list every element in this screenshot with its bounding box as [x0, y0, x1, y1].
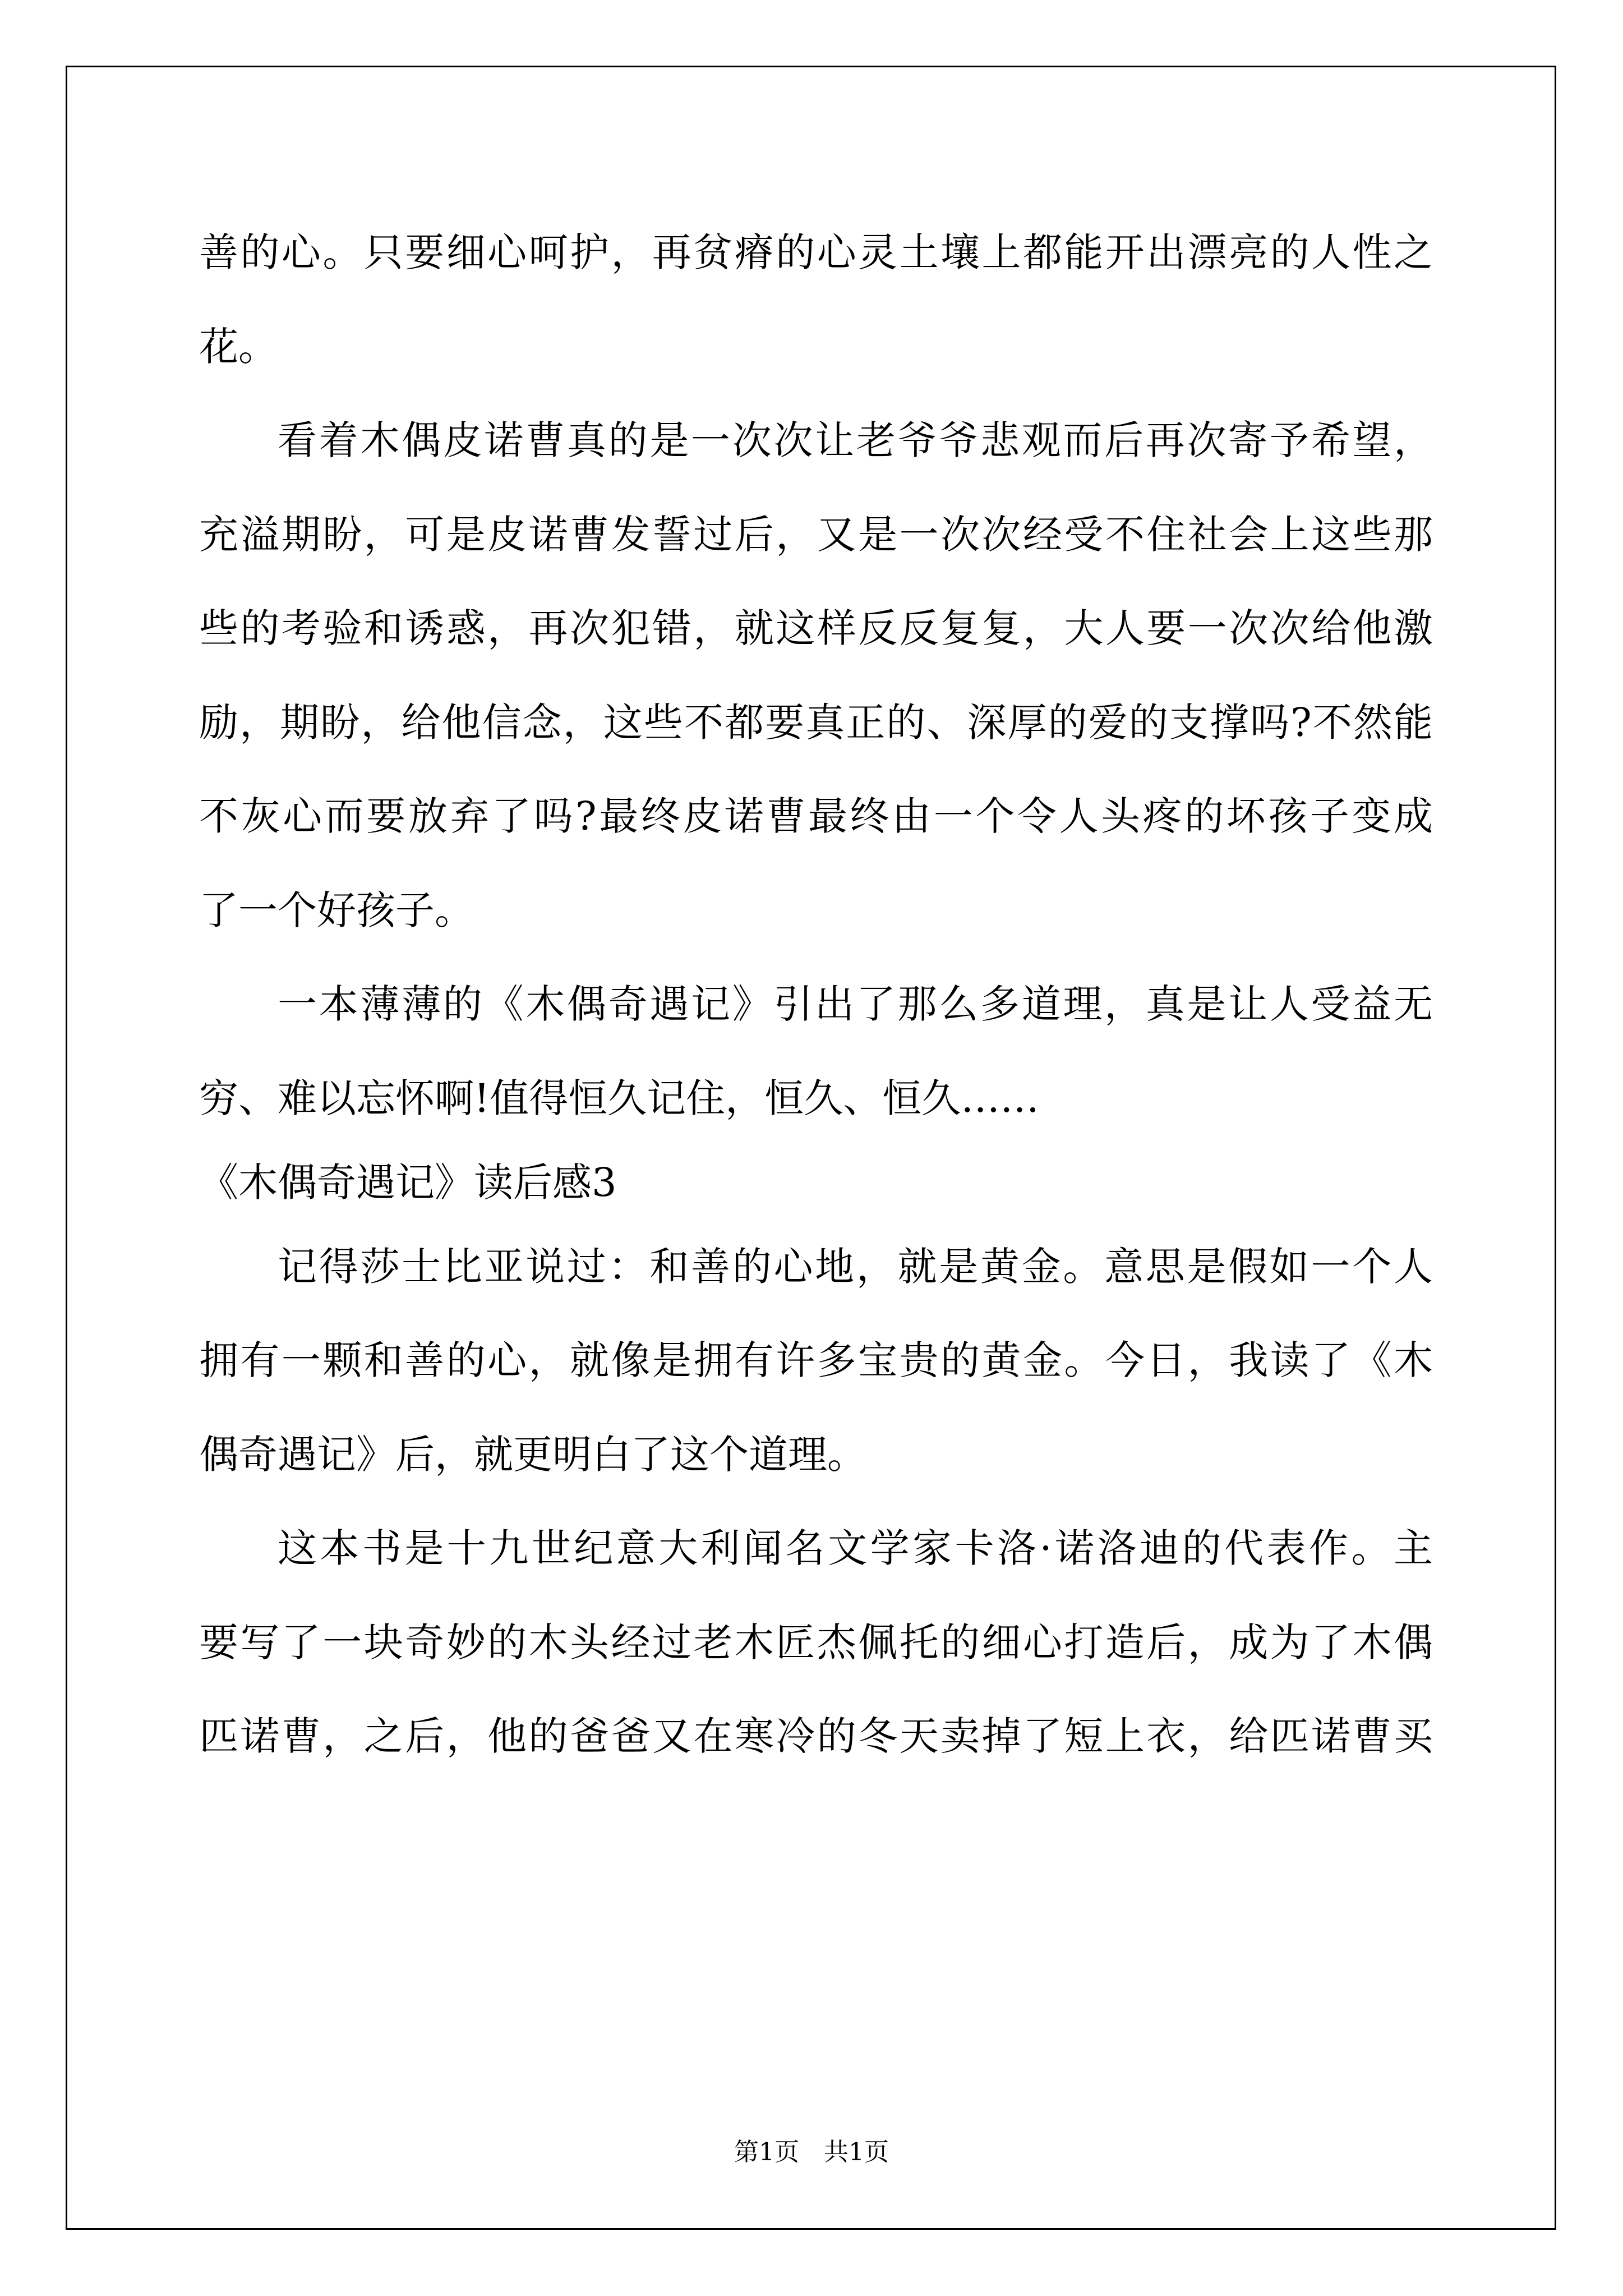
text-line: 匹诺曹，之后，他的爸爸又在寒冷的冬天卖掉了短上衣，给匹诺曹买	[199, 1713, 1433, 1759]
text-line: 不灰心而要放弃了吗?最终皮诺曹最终由一个令人头疼的坏孩子变成	[199, 793, 1433, 839]
text-line: 了一个好孩子。	[199, 887, 474, 933]
text-line: 些的考验和诱惑，再次犯错，就这样反反复复，大人要一次次给他激	[199, 605, 1433, 651]
text-line: 花。	[199, 324, 278, 370]
text-line: 要写了一块奇妙的木头经过老木匠杰佩托的细心打造后，成为了木偶	[199, 1619, 1433, 1665]
text-line: 充溢期盼，可是皮诺曹发誓过后，又是一次次经受不住社会上这些那	[199, 512, 1433, 558]
text-line: 励，期盼，给他信念，这些不都要真正的、深厚的爱的支撑吗?不然能	[199, 700, 1433, 746]
text-line: 这本书是十九世纪意大利闻名文学家卡洛·诺洛迪的代表作。主	[278, 1525, 1433, 1571]
section-heading: 《木偶奇遇记》读后感3	[199, 1159, 617, 1205]
text-line: 拥有一颗和善的心，就像是拥有许多宝贵的黄金。今日，我读了《木	[199, 1337, 1433, 1383]
page-border	[66, 66, 1556, 2230]
text-line: 善的心。只要细心呵护，再贫瘠的心灵土壤上都能开出漂亮的人性之	[199, 229, 1433, 275]
text-line: 偶奇遇记》后，就更明白了这个道理。	[199, 1432, 866, 1478]
text-line: 穷、难以忘怀啊!值得恒久记住，恒久、恒久……	[199, 1075, 1040, 1121]
page-number-footer: 第1页 共1页	[734, 2138, 889, 2166]
text-line: 一本薄薄的《木偶奇遇记》引出了那么多道理，真是让人受益无	[278, 981, 1433, 1027]
text-line: 看着木偶皮诺曹真的是一次次让老爷爷悲观而后再次寄予希望，	[278, 417, 1433, 463]
text-line: 记得莎士比亚说过：和善的心地，就是黄金。意思是假如一个人	[278, 1244, 1433, 1290]
